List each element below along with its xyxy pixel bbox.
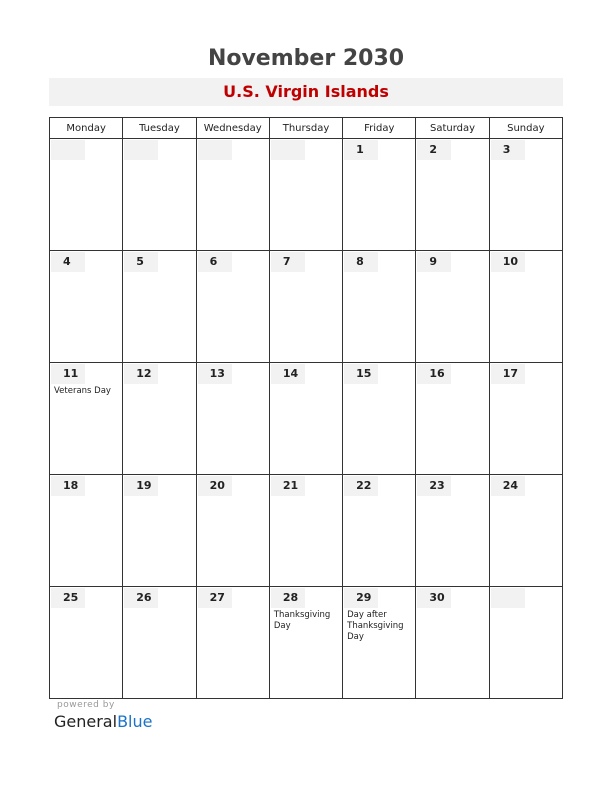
weekday-saturday: Saturday — [416, 118, 489, 139]
day-cell — [343, 139, 416, 251]
day-number: 17 — [491, 364, 525, 384]
day-cell — [123, 139, 196, 251]
day-number: 25 — [51, 588, 85, 608]
day-cell — [416, 475, 489, 587]
day-cell — [343, 363, 416, 475]
day-number: 3 — [491, 140, 525, 160]
day-number — [271, 140, 305, 160]
day-number: 28 — [271, 588, 305, 608]
page-title: November 2030 — [207, 46, 405, 71]
day-cell — [50, 251, 123, 363]
day-number: 29 — [344, 588, 378, 608]
day-number: 12 — [124, 364, 158, 384]
day-number: 22 — [344, 476, 378, 496]
holiday-label: Thanksgiving Day — [273, 610, 331, 631]
weekday-wednesday: Wednesday — [196, 118, 269, 139]
day-cell — [196, 363, 269, 475]
day-number: 19 — [124, 476, 158, 496]
day-number: 5 — [124, 252, 158, 272]
week-row — [50, 251, 563, 363]
day-number: 13 — [198, 364, 232, 384]
day-number: 15 — [344, 364, 378, 384]
day-number: 9 — [417, 252, 451, 272]
week-row — [50, 475, 563, 587]
week-row — [50, 363, 563, 475]
day-number — [124, 140, 158, 160]
day-number: 30 — [417, 588, 451, 608]
week-row — [50, 139, 563, 251]
day-number: 8 — [344, 252, 378, 272]
day-cell — [269, 139, 342, 251]
day-cell — [489, 363, 562, 475]
day-number: 24 — [491, 476, 525, 496]
day-cell — [343, 587, 416, 699]
day-cell — [489, 251, 562, 363]
day-cell — [416, 251, 489, 363]
day-cell — [50, 587, 123, 699]
day-number — [51, 140, 85, 160]
day-number: 11 — [51, 364, 85, 384]
day-number: 18 — [51, 476, 85, 496]
day-number — [198, 140, 232, 160]
day-cell — [50, 363, 123, 475]
day-cell — [489, 139, 562, 251]
day-cell — [416, 363, 489, 475]
day-cell — [196, 587, 269, 699]
day-cell — [50, 475, 123, 587]
day-cell — [123, 363, 196, 475]
day-number — [491, 588, 525, 608]
region-banner — [49, 78, 563, 106]
calendar-grid — [49, 117, 563, 699]
day-cell — [123, 251, 196, 363]
day-number: 21 — [271, 476, 305, 496]
day-cell — [196, 139, 269, 251]
day-cell — [123, 475, 196, 587]
day-cell — [50, 139, 123, 251]
holiday-label: Veterans Day — [54, 386, 111, 396]
day-number: 4 — [51, 252, 85, 272]
day-number: 1 — [344, 140, 378, 160]
day-cell — [343, 475, 416, 587]
weekday-sunday: Sunday — [489, 118, 562, 139]
day-number: 26 — [124, 588, 158, 608]
brand-general: General — [54, 712, 118, 731]
day-number: 27 — [198, 588, 232, 608]
weekday-thursday: Thursday — [269, 118, 342, 139]
day-number: 20 — [198, 476, 232, 496]
weekday-tuesday: Tuesday — [123, 118, 196, 139]
day-number: 16 — [417, 364, 451, 384]
day-cell — [489, 587, 562, 699]
day-number: 6 — [198, 252, 232, 272]
day-number: 10 — [491, 252, 525, 272]
day-cell — [269, 587, 342, 699]
day-cell — [489, 475, 562, 587]
generalblue-logo — [54, 712, 152, 731]
day-cell — [269, 475, 342, 587]
day-cell — [416, 587, 489, 699]
weekday-friday: Friday — [343, 118, 416, 139]
week-row — [50, 587, 563, 699]
day-cell — [123, 587, 196, 699]
weekday-monday: Monday — [50, 118, 123, 139]
powered-by-text: powered by — [57, 700, 115, 710]
day-cell — [269, 363, 342, 475]
day-cell — [343, 251, 416, 363]
day-number: 2 — [417, 140, 451, 160]
region-name: U.S. Virgin Islands — [223, 82, 389, 101]
brand-blue: Blue — [117, 712, 153, 731]
day-cell — [269, 251, 342, 363]
day-cell — [416, 139, 489, 251]
day-cell — [196, 475, 269, 587]
holiday-label: Day after Thanksgiving Day — [347, 610, 404, 642]
day-cell — [196, 251, 269, 363]
weekday-header-row — [50, 118, 563, 139]
day-number: 14 — [271, 364, 305, 384]
day-number: 7 — [271, 252, 305, 272]
day-number: 23 — [417, 476, 451, 496]
